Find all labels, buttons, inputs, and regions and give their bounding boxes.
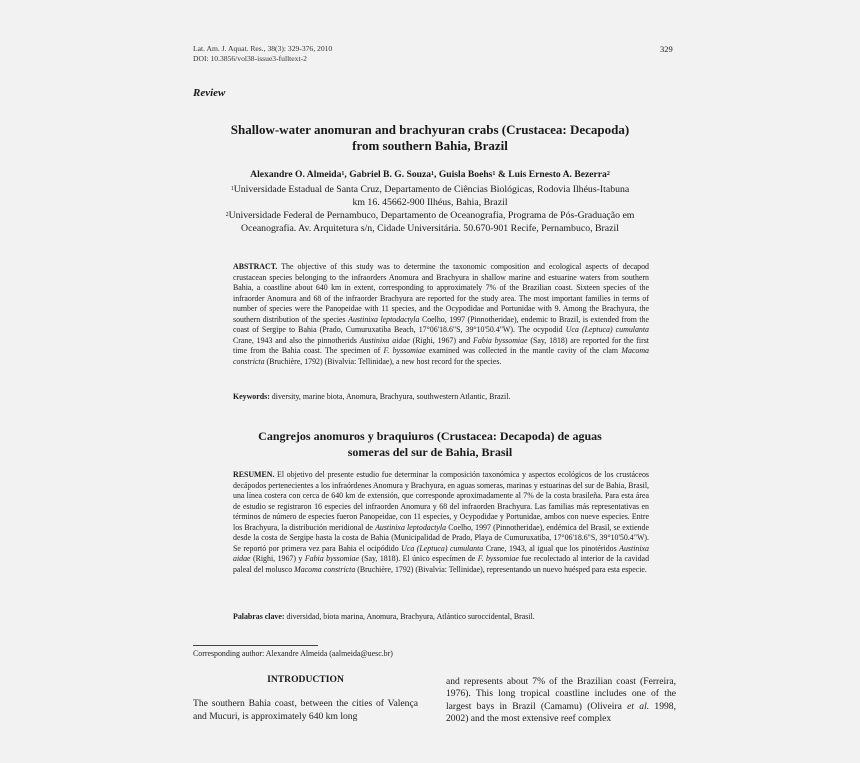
abstract-label: ABSTRACT. (233, 262, 278, 271)
species-name: Uca (Leptuca) cumulanta (401, 543, 484, 553)
author-name: Luis Ernesto A. Bezerra (508, 169, 607, 180)
species-name: F. byssomiae (477, 554, 519, 563)
affiliation-marker: 1 (230, 186, 234, 192)
resumen-text: Coelho, 1997 (Pinnotheridae), endémica del Brasil, se extiende desde la costa de Sergipe hasta la costa de Bahia (Municipalidad de Prado, Playa de Cumuruxatiba, 17°06'18.6"S, 39°10'50.4"W). Se reportó por primera vez para Bahia el ocipódido (233, 522, 650, 553)
species-name: Macoma constricta (294, 564, 356, 574)
intro-text: 1998, 2002) and the most extensive reef complex (446, 700, 677, 724)
spanish-title-line-2: someras del sur de Bahia, Brasil (347, 445, 513, 459)
species-name: F. byssomiae (383, 346, 426, 355)
author-separator: & (495, 169, 509, 180)
affiliation-marker: 1 (431, 171, 435, 177)
introduction-heading: INTRODUCTION (267, 674, 344, 685)
abstract-text: examined was collected in the mantle cavity of the clam (425, 346, 622, 355)
species-name: Fabia byssomiae (304, 554, 359, 563)
affiliation-marker: 2 (606, 171, 610, 177)
keywords-label: Keywords: (233, 392, 270, 401)
doi-line[interactable]: DOI: 10.3856/vol38-issue3-fulltext-2 (193, 54, 307, 63)
affiliation-line: Oceanografia. Av. Arquitetura s/n, Cidade Universitária. 50.670-901 Recife, Pernambuco, Brazil (241, 222, 619, 234)
running-header (193, 44, 332, 64)
author-name: Gabriel B. G. Souza (349, 169, 432, 180)
section-label: Review (193, 87, 226, 99)
affiliation-1 (195, 184, 665, 209)
species-name: Macoma constricta (233, 346, 649, 366)
abstract-text: Crane, 1943 and also the pinnotherids (233, 335, 360, 345)
resumen-text: fue recolectado al interior de la cavidad paleal del molusco (233, 554, 650, 574)
resumen-text: Crane, 1943, al igual que los pinotéridos (483, 543, 620, 553)
abstract (233, 262, 649, 367)
author-name: Alexandre O. Almeida (250, 169, 342, 180)
abstract-text: Coelho, 1997 (Pinnotheridae), endemic to Brazil, is extended from the coast of Sergipe to Bahia (Prado, Cumuruxatiba Beach, 17°06'18.6"S, 39°10'50.4"W). The ocypodid (233, 314, 650, 334)
affiliation-marker: 2 (225, 212, 229, 218)
title-line-2: from southern Bahia, Brazil (352, 138, 508, 153)
resumen-text: (Righi, 1967) y (250, 554, 305, 563)
title-line-1: Shallow-water anomuran and brachyuran crabs (Crustacea: Decapoda) (230, 122, 630, 137)
resumen-text: (Say, 1818). El único especímen de (359, 554, 478, 563)
species-name: Fabia byssomiae (473, 335, 528, 345)
abstract-text: The objective of this study was to determine the taxonomic composition and ecological aspects of decapod crustacean species belonging to the infraorders Anomura and Brachyura in shallow marine and estuarine waters from southern Bahia, a coastline about 640 km in extent, corresponding to approximately 7% of the Brazilian coast. Sixteen species of the infraorder Anomura and 68 of the infraorder Brachyura are reported for the study area. The most important families in terms of number of species were the Panopeidae with 11 species, and the Ocypodidae and Portunidae with 9. Among the Brachyura, the southern distribution of the species (233, 262, 649, 324)
author-list (180, 169, 680, 181)
species-name: Austinixa leptodactyla (348, 314, 420, 324)
affiliation-line: Universidade Estadual de Santa Cruz, Departamento de Ciências Biológicas, Rodovia Ilhéus-Itabuna (233, 184, 630, 195)
resumen-label: RESUMEN. (233, 470, 275, 479)
article-title (190, 122, 670, 154)
affiliation-marker: 1 (341, 171, 345, 177)
spanish-title (190, 428, 670, 460)
introduction-right-column (446, 676, 676, 725)
resumen-text: (Bruchière, 1792) (Bivalvia: Tellinidae), representando un nuevo huésped para esta especie. (355, 564, 647, 574)
intro-italic: et al. (627, 700, 650, 712)
intro-text: and represents about 7% of the Brazilian coast (Ferreira, 1976). This long tropical coastline includes one of the largest bays in Brazil (Camamu) (Oliveira (446, 676, 676, 712)
corresponding-author: Corresponding author: Alexandre Almeida (aalmeida@uesc.br) (193, 649, 393, 658)
species-name: Austinixa aidae (233, 543, 649, 563)
palabras-clave (233, 612, 649, 623)
resumen (233, 470, 649, 575)
affiliation-line: Universidade Federal de Pernambuco, Departamento de Oceanografia, Programa de Pós-Graduação em (228, 210, 635, 221)
affiliation-marker: 1 (492, 171, 496, 177)
species-name: Uca (Leptuca) cumulanta (565, 325, 649, 334)
author-separator: , (434, 169, 439, 180)
affiliation-2 (195, 210, 665, 235)
abstract-text: (Say, 1818) are reported for the first time from the Bahia coast. The specimen of (233, 335, 649, 355)
keywords-text: diversity, marine biota, Anomura, Brachyura, southwestern Atlantic, Brazil. (269, 392, 511, 401)
species-name: Austinixa leptodactyla (375, 522, 447, 532)
page-number: 329 (660, 44, 673, 54)
author-name: Guisla Boehs (438, 169, 493, 180)
abstract-text: (Bruchière, 1792) (Bivalvia: Tellinidae), a new host record for the species. (264, 356, 502, 366)
journal-citation: Lat. Am. J. Aquat. Res., 38(3): 329-376, 2010 (193, 44, 333, 53)
keywords (233, 392, 649, 403)
author-separator: , (344, 169, 350, 180)
resumen-text: El objetivo del presente estudio fue determinar la composición taxonómica y aspectos ecológicos de los crustáceos decápodos pertenecientes a los infraórdenes Anomura y Brachyura, en aguas someras, marinas y estuarinas del sur de Bahia, Brasil, una línea costera con cerca de 640 km de extensión, que corresponde aproximadamente al 7% de la costa brasileña. Para esta área de estudio se registraron 16 especies del infraorden Anomura y 68 del infraorden Brachyura. Las familias más representativas en términos de número de especies fueron Panopeidae, con 11 especies, y Ocypodidae y Portunidae, ambos con nueve especies. Entre los Brachyura, la distribución meridional de (233, 470, 649, 532)
footnote-divider (193, 645, 318, 646)
affiliation-line: km 16. 45662-900 Ilhéus, Bahia, Brazil (352, 196, 508, 208)
palabras-text: diversidad, biota marina, Anomura, Brachyura, Atlántico suroccidental, Brasil. (284, 612, 535, 621)
introduction-left-column: The southern Bahia coast, between the cities of Valença and Mucuri, is approximately 640 km long (193, 698, 418, 722)
abstract-text: (Righi, 1967) and (409, 335, 473, 345)
spanish-title-line-1: Cangrejos anomuros y braquiuros (Crustacea: Decapoda) de aguas (258, 429, 602, 443)
palabras-label: Palabras clave: (233, 612, 285, 621)
species-name: Austinixa aidae (359, 335, 410, 345)
